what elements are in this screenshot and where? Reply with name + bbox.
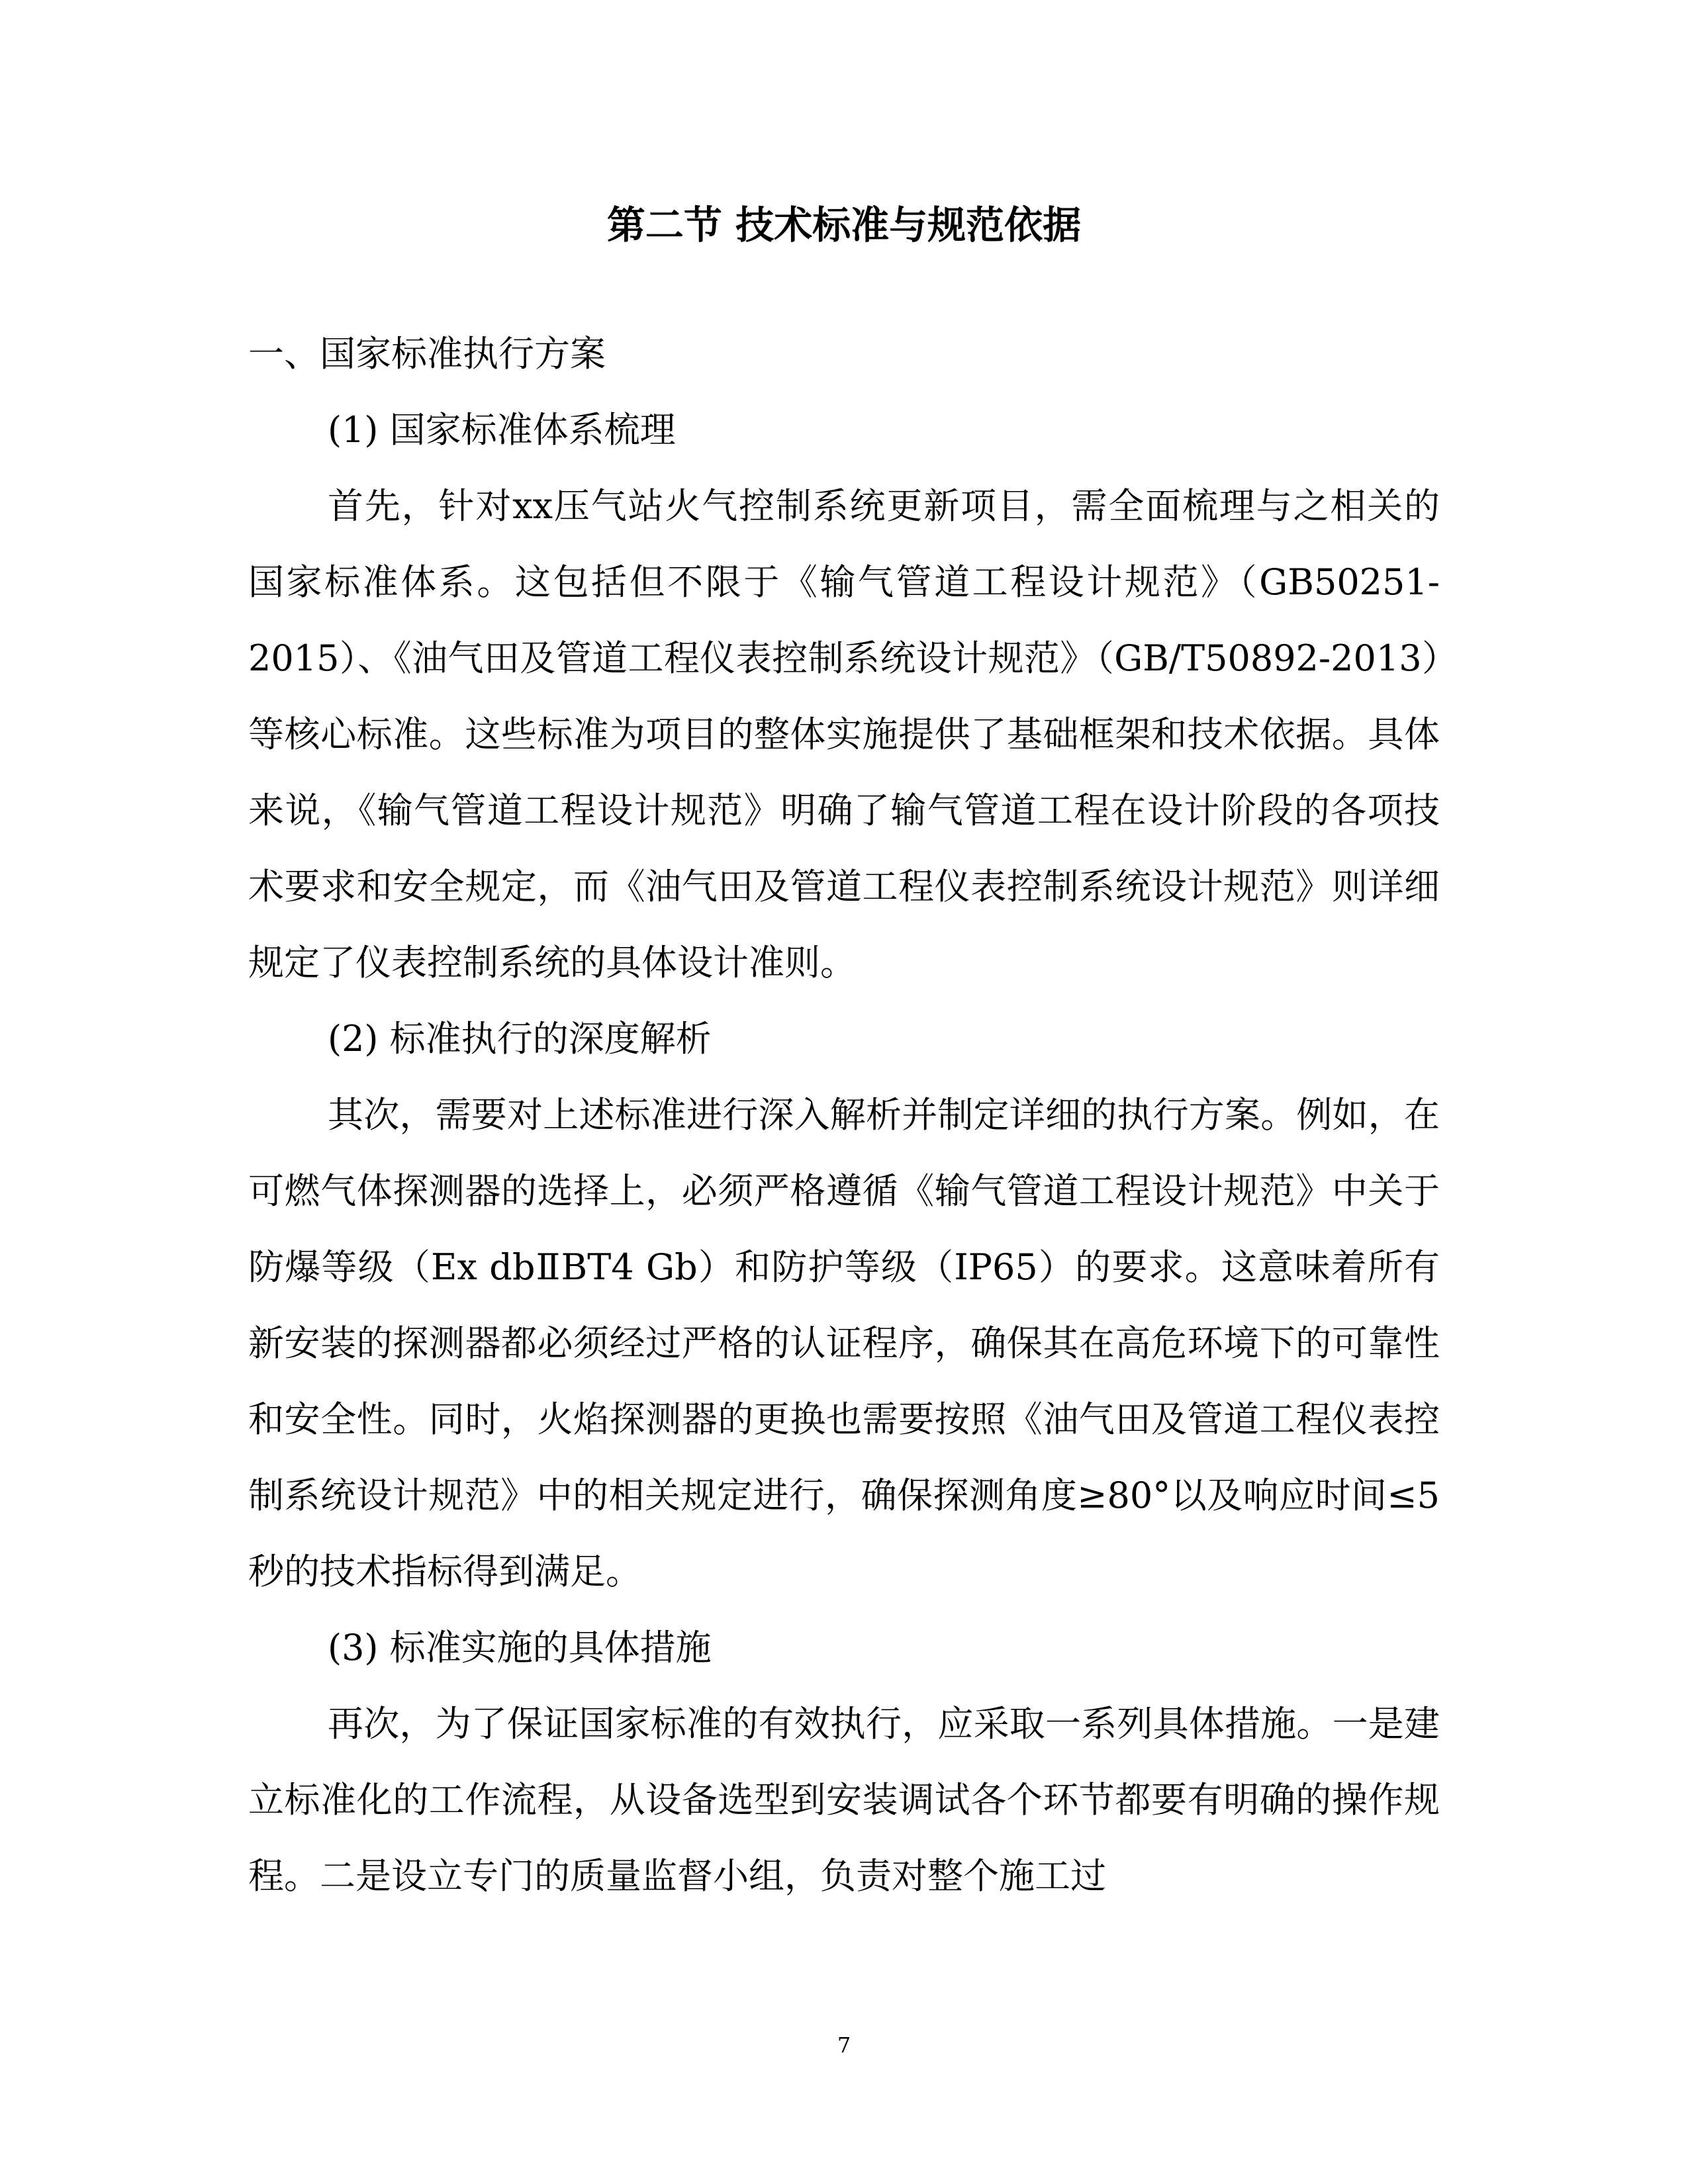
subsection-heading-1: (1) 国家标准体系梳理 <box>328 409 676 451</box>
paragraph-2: 其次，需要对上述标准进行深入解析并制定详细的执行方案。例如，在可燃气体探测器的选择上，必须严格遵循《输气管道工程设计规范》中关于防爆等级（Ex dbⅡBT4 Gb）和防护等级（IP65）的要求。这意味着所有新安装的探测器都必须经过严格的认证程序，确保其在高危环境下的可靠性和安全性。同时，火焰探测器的更换也需要按照《油气田及管道工程仪表控制系统设计规范》中的相关规定进行，确保探测角度≥80°以及响应时间≤5秒的技术指标得到满足。 <box>248 1094 1440 1592</box>
paragraph-1: 首先，针对xx压气站火气控制系统更新项目，需全面梳理与之相关的国家标准体系。这包括但不限于《输气管道工程设计规范》（GB50251-2015）、《油气田及管道工程仪表控制系统设计规范》（GB/T50892-2013）等核心标准。这些标准为项目的整体实施提供了基础框架和技术依据。具体来说，《输气管道工程设计规范》明确了输气管道工程在设计阶段的各项技术要求和安全规定，而《油气田及管道工程仪表控制系统设计规范》则详细规定了仪表控制系统的具体设计准则。 <box>248 485 1440 983</box>
section-heading: 一、国家标准执行方案 <box>248 333 606 375</box>
body-text <box>248 316 1440 1914</box>
page-title: 第二节 技术标准与规范依据 <box>606 203 1082 248</box>
subsection-heading-2: (2) 标准执行的深度解析 <box>328 1018 712 1060</box>
subsection-heading-3: (3) 标准实施的具体措施 <box>328 1627 712 1668</box>
paragraph-3: 再次，为了保证国家标准的有效执行，应采取一系列具体措施。一是建立标准化的工作流程，从设备选型到安装调试各个环节都要有明确的操作规程。二是设立专门的质量监督小组，负责对整个施工过 <box>248 1703 1440 1897</box>
page-number: 7 <box>837 2032 851 2058</box>
